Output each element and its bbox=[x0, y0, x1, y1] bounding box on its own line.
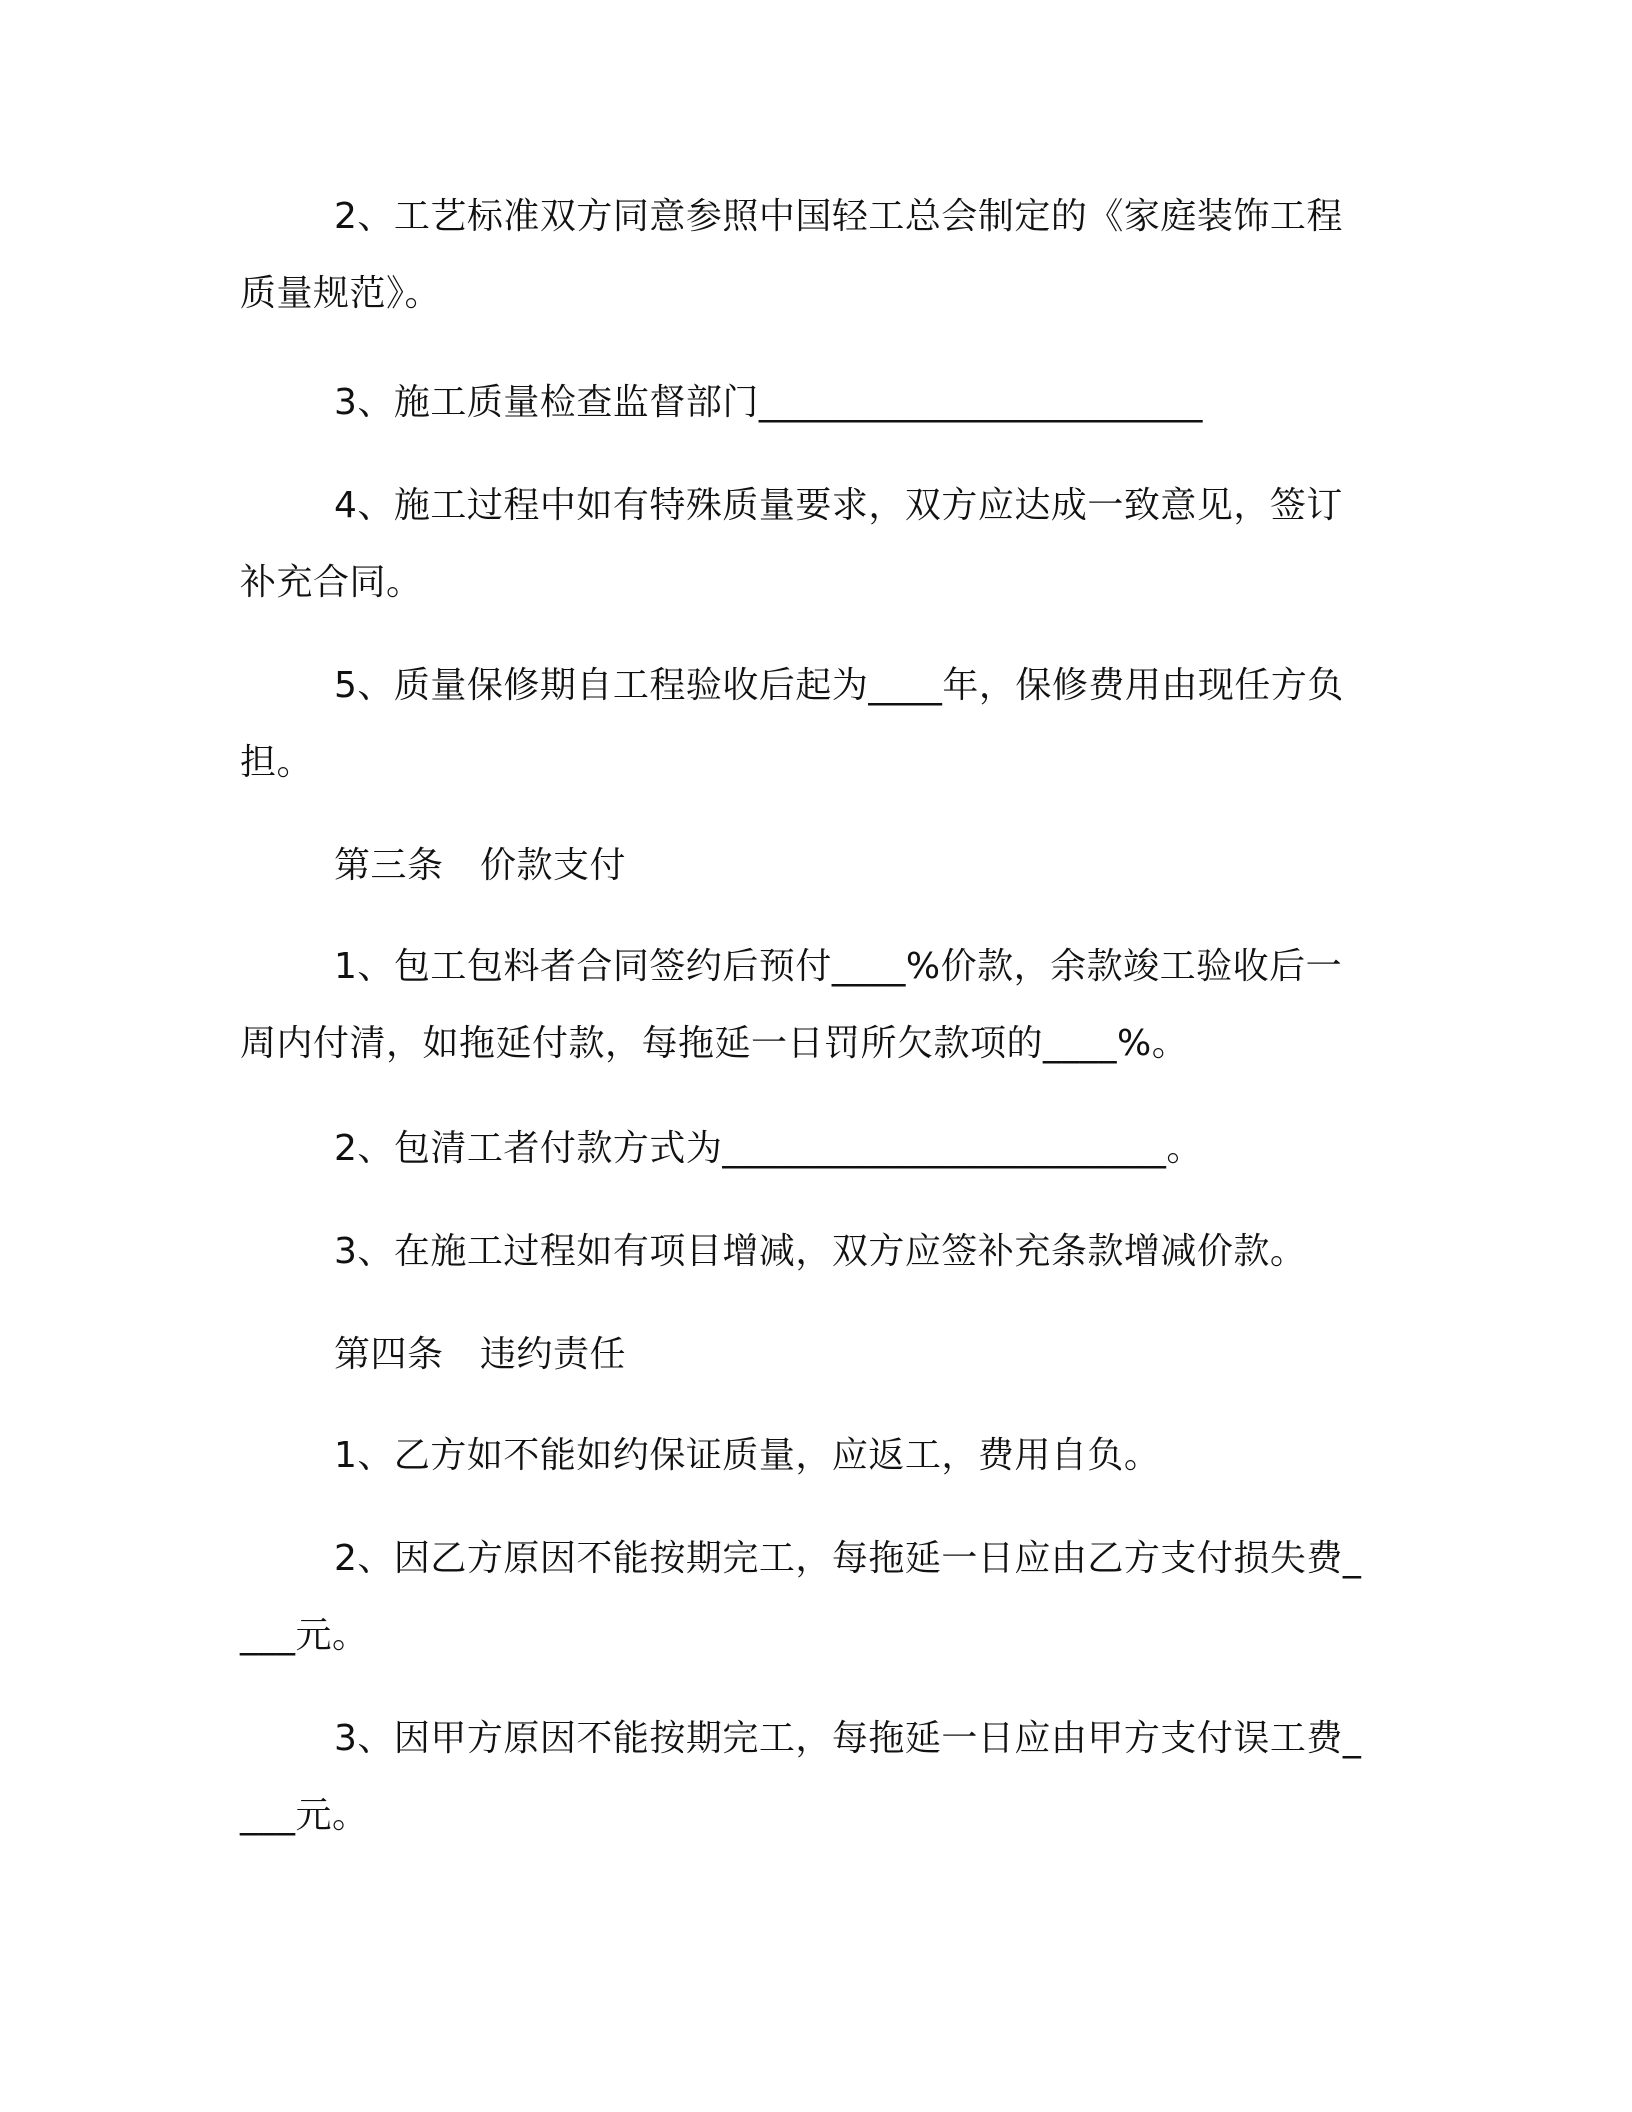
document-page bbox=[240, 0, 1370, 2112]
payment-clause-1: 1、包工包料者合同签约后预付____%价款，余款竣工验收后一周内付清，如拖延付款，每拖延一日罚所欠款项的____%。 bbox=[240, 946, 1343, 1064]
clause-3-quality-supervision: 3、施工质量检查监督部门________________________ bbox=[334, 382, 1203, 423]
payment-clause-3: 3、在施工过程如有项目增减，双方应签补充条款增减价款。 bbox=[334, 1231, 1307, 1272]
clause-5-warranty-period: 5、质量保修期自工程验收后起为____年，保修费用由现任方负担。 bbox=[240, 665, 1344, 783]
liability-clause-2: 2、因乙方原因不能按期完工，每拖延一日应由乙方支付损失费____元。 bbox=[240, 1538, 1362, 1656]
clause-4-special-quality: 4、施工过程中如有特殊质量要求，双方应达成一致意见，签订补充合同。 bbox=[240, 485, 1343, 603]
article-4-heading: 第四条 违约责任 bbox=[334, 1334, 627, 1375]
liability-clause-1: 1、乙方如不能如约保证质量，应返工，费用自负。 bbox=[334, 1435, 1161, 1476]
liability-clause-3: 3、因甲方原因不能按期完工，每拖延一日应由甲方支付误工费____元。 bbox=[240, 1718, 1362, 1836]
clause-2-process-standard: 2、工艺标准双方同意参照中国轻工总会制定的《家庭装饰工程质量规范》。 bbox=[240, 196, 1343, 314]
payment-clause-2: 2、包清工者付款方式为________________________。 bbox=[334, 1128, 1203, 1169]
article-3-heading: 第三条 价款支付 bbox=[334, 845, 627, 886]
